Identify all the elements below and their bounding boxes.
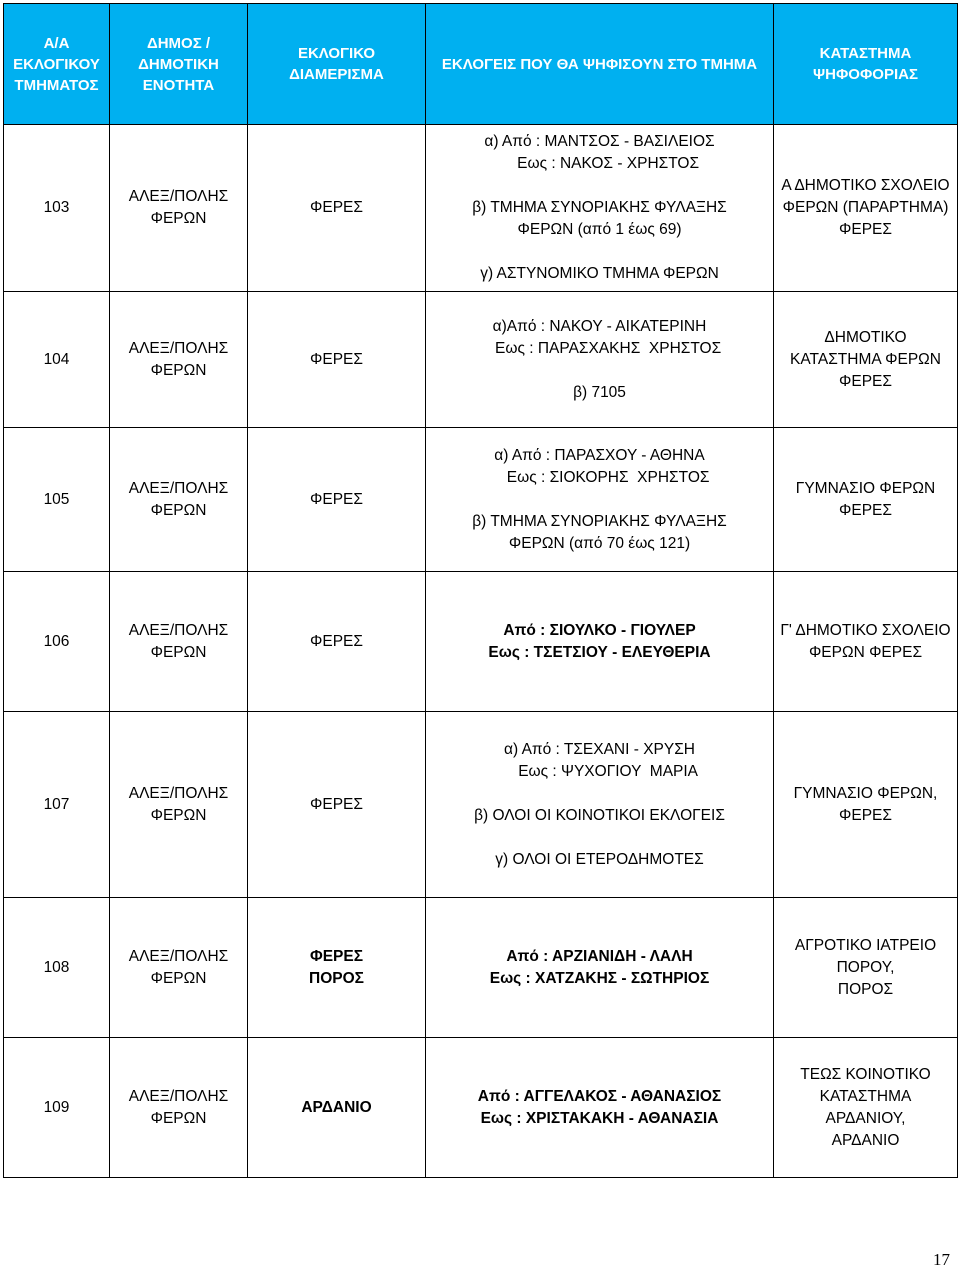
text-line: ΦΕΡΩΝ xyxy=(150,361,207,379)
cell-municipality xyxy=(110,1038,248,1178)
table-row xyxy=(4,125,958,292)
text-line: ΑΡΔΑΝΙΟ xyxy=(301,1098,372,1116)
cell-district xyxy=(248,1038,426,1178)
header-polling-station xyxy=(774,4,958,125)
cell-polling-station xyxy=(774,125,958,292)
cell-voters xyxy=(426,898,774,1038)
text-line: β) ΤΜΗΜΑ ΣΥΝΟΡΙΑΚΗΣ ΦΥΛΑΞΗΣ xyxy=(472,199,727,216)
cell-municipality xyxy=(110,572,248,712)
blank-line xyxy=(426,489,773,511)
text-line: ΦΕΡΩΝ xyxy=(150,643,207,661)
table-row xyxy=(4,712,958,898)
cell-section-number: 105 xyxy=(4,428,110,572)
table-row xyxy=(4,572,958,712)
blank-line xyxy=(426,360,773,382)
text-line: ΕΚΛΟΓΕΙΣ ΠΟΥ ΘΑ ΨΗΦΙΣΟΥΝ ΣΤΟ ΤΜΗΜΑ xyxy=(441,55,758,73)
text-line: α) Από : ΤΣΕΧΑΝΙ - ΧΡΥΣΗ xyxy=(504,740,695,758)
text-line: ΤΜΗΜΑΤΟΣ xyxy=(14,76,99,94)
text-line: ΑΛΕΞ/ΠΟΛΗΣ xyxy=(128,339,229,357)
blank-line xyxy=(426,783,773,805)
text-line: Εως : ΝΑΚΟΣ - ΧΡΗΣΤΟΣ xyxy=(499,155,700,172)
cell-district xyxy=(248,712,426,898)
text-line: Εως : ΣΙΟΚΟΡΗΣ ΧΡΗΣΤΟΣ xyxy=(489,468,710,486)
text-line: ΑΛΕΞ/ΠΟΛΗΣ xyxy=(128,947,229,965)
text-line: Από : ΑΡΖΙΑΝΙΔΗ - ΛΑΛΗ xyxy=(506,947,693,965)
text-line: ΦΕΡΩΝ xyxy=(150,501,207,519)
text-line: α) Από : ΜΑΝΤΣΟΣ - ΒΑΣΙΛΕΙΟΣ xyxy=(484,133,715,150)
header-row xyxy=(4,4,958,125)
page-number: 17 xyxy=(933,1250,950,1269)
text-line: Από : ΑΓΓΕΛΑΚΟΣ - ΑΘΑΝΑΣΙΟΣ xyxy=(477,1087,722,1105)
text-line: ΠΟΡΟΣ xyxy=(309,969,364,987)
header-district xyxy=(248,4,426,125)
cell-polling-station xyxy=(774,572,958,712)
text-line: ΕΝΟΤΗΤΑ xyxy=(142,76,215,94)
text-line: ΚΑΤΑΣΤΗΜΑ ΦΕΡΩΝ xyxy=(790,350,941,368)
text-line: γ) ΟΛΟΙ ΟΙ ΕΤΕΡΟΔΗΜΟΤΕΣ xyxy=(495,850,704,868)
table-row xyxy=(4,292,958,428)
cell-voters xyxy=(426,428,774,572)
cell-section-number: 107 xyxy=(4,712,110,898)
cell-section-number: 103 xyxy=(4,125,110,292)
text-line: ΑΛΕΞ/ΠΟΛΗΣ xyxy=(128,479,229,497)
cell-district xyxy=(248,292,426,428)
text-line: α)Από : ΝΑΚΟΥ - ΑΙΚΑΤΕΡΙΝΗ xyxy=(492,317,707,335)
text-line: ΦΕΡΕΣ xyxy=(309,947,364,965)
cell-voters xyxy=(426,292,774,428)
blank-line xyxy=(426,175,773,197)
text-line: ΑΡΔΑΝΙΟΥ, xyxy=(825,1109,906,1127)
cell-polling-station xyxy=(774,1038,958,1178)
cell-polling-station xyxy=(774,712,958,898)
cell-voters xyxy=(426,1038,774,1178)
cell-section-number: 109 xyxy=(4,1038,110,1178)
text-line: β) ΟΛΟΙ ΟΙ ΚΟΙΝΟΤΙΚΟΙ ΕΚΛΟΓΕΙΣ xyxy=(474,806,725,824)
text-line: ΑΛΕΞ/ΠΟΛΗΣ xyxy=(128,1087,229,1105)
cell-municipality xyxy=(110,125,248,292)
cell-municipality xyxy=(110,428,248,572)
text-line: α) Από : ΠΑΡΑΣΧΟΥ - ΑΘΗΝΑ xyxy=(494,446,705,464)
cell-section-number: 104 xyxy=(4,292,110,428)
cell-voters xyxy=(426,125,774,292)
cell-voters xyxy=(426,572,774,712)
cell-section-number: 106 xyxy=(4,572,110,712)
cell-district xyxy=(248,125,426,292)
text-line: ΕΚΛΟΓΙΚΟΥ xyxy=(13,55,100,73)
cell-voters xyxy=(426,712,774,898)
text-line: Εως : ΤΣΕΤΣΙΟΥ - ΕΛΕΥΘΕΡΙΑ xyxy=(488,643,711,661)
text-line: β) ΤΜΗΜΑ ΣΥΝΟΡΙΑΚΗΣ ΦΥΛΑΞΗΣ xyxy=(472,512,727,530)
cell-district xyxy=(248,428,426,572)
text-line: ΑΛΕΞ/ΠΟΛΗΣ xyxy=(128,784,229,802)
table-row xyxy=(4,1038,958,1178)
text-line: ΦΕΡΕΣ xyxy=(839,372,892,390)
text-line: ΦΕΡΕΣ xyxy=(839,221,892,238)
text-line: ΦΕΡΩΝ xyxy=(150,806,207,824)
text-line: ΦΕΡΩΝ (ΠΑΡΑΡΤΗΜΑ) xyxy=(782,199,949,216)
cell-municipality xyxy=(110,292,248,428)
text-line: Εως : ΧΡΙΣΤΑΚΑΚΗ - ΑΘΑΝΑΣΙΑ xyxy=(480,1109,719,1127)
text-line: ΦΕΡΩΝ (από 70 έως 121) xyxy=(508,534,691,552)
header-voters xyxy=(426,4,774,125)
blank-line xyxy=(426,827,773,849)
text-line: ΦΕΡΩΝ ΦΕΡΕΣ xyxy=(808,643,923,661)
text-line: Εως : ΠΑΡΑΣΧΑΚΗΣ ΧΡΗΣΤΟΣ xyxy=(477,339,722,357)
text-line: ΔΗΜΟΤΙΚΗ xyxy=(138,55,219,73)
text-line: ΦΕΡΕΣ xyxy=(310,350,363,368)
text-line: ΦΕΡΕΣ xyxy=(310,795,363,813)
text-line: β) 7105 xyxy=(573,383,626,401)
text-line: ΦΕΡΕΣ xyxy=(310,632,363,650)
table-row xyxy=(4,428,958,572)
text-line: ΔΙΑΜΕΡΙΣΜΑ xyxy=(289,66,384,83)
header-section-number xyxy=(4,4,110,125)
text-line: ΤΕΩΣ ΚΟΙΝΟΤΙΚΟ xyxy=(800,1065,931,1083)
text-line: ΦΕΡΩΝ xyxy=(150,969,207,987)
text-line: ΦΕΡΩΝ xyxy=(150,210,207,227)
text-line: ΠΟΡΟΥ, xyxy=(836,958,895,976)
cell-polling-station xyxy=(774,292,958,428)
cell-section-number: 108 xyxy=(4,898,110,1038)
text-line: ΦΕΡΩΝ (από 1 έως 69) xyxy=(517,221,682,238)
text-line: Γ' ΔΗΜΟΤΙΚΟ ΣΧΟΛΕΙΟ xyxy=(780,621,951,639)
text-line: ΚΑΤΑΣΤΗΜΑ xyxy=(819,1087,912,1105)
cell-municipality xyxy=(110,712,248,898)
text-line: ΦΕΡΕΣ xyxy=(310,490,363,508)
blank-line xyxy=(426,241,773,263)
cell-polling-station xyxy=(774,898,958,1038)
text-line: ΠΟΡΟΣ xyxy=(837,980,894,998)
text-line: ΦΕΡΕΣ xyxy=(310,199,363,216)
text-line: ΑΡΔΑΝΙΟ xyxy=(831,1131,900,1149)
text-line: ΨΗΦΟΦΟΡΙΑΣ xyxy=(813,66,918,83)
text-line: ΦΕΡΕΣ xyxy=(839,501,892,519)
text-line: γ) ΑΣΤΥΝΟΜΙΚΟ ΤΜΗΜΑ ΦΕΡΩΝ xyxy=(480,265,719,282)
text-line: Από : ΣΙΟΥΛΚΟ - ΓΙΟΥΛΕΡ xyxy=(503,621,696,639)
table-row xyxy=(4,898,958,1038)
header-municipality xyxy=(110,4,248,125)
text-line: Α ΔΗΜΟΤΙΚΟ ΣΧΟΛΕΙΟ xyxy=(781,177,950,194)
text-line: Α/Α xyxy=(43,34,70,52)
cell-polling-station xyxy=(774,428,958,572)
text-line: ΔΗΜΟΤΙΚΟ xyxy=(824,328,907,346)
text-line: ΚΑΤΑΣΤΗΜΑ xyxy=(819,45,912,62)
text-line: ΑΓΡΟΤΙΚΟ ΙΑΤΡΕΙΟ xyxy=(794,936,937,954)
cell-district xyxy=(248,898,426,1038)
text-line: Εως : ΧΑΤΖΑΚΗΣ - ΣΩΤΗΡΙΟΣ xyxy=(489,969,710,987)
text-line: ΓΥΜΝΑΣΙΟ ΦΕΡΩΝ, xyxy=(793,784,938,802)
polling-stations-table xyxy=(3,3,958,1178)
text-line: ΕΚΛΟΓΙΚΟ xyxy=(297,45,376,62)
text-line: ΑΛΕΞ/ΠΟΛΗΣ xyxy=(128,621,229,639)
table-body xyxy=(4,125,958,1178)
text-line: ΦΕΡΩΝ xyxy=(150,1109,207,1127)
text-line: ΦΕΡΕΣ xyxy=(839,806,892,824)
text-line: Εως : ΨΥΧΟΓΙΟΥ ΜΑΡΙΑ xyxy=(500,762,699,780)
cell-district xyxy=(248,572,426,712)
text-line: ΔΗΜΟΣ / xyxy=(146,34,211,52)
cell-municipality xyxy=(110,898,248,1038)
text-line: ΓΥΜΝΑΣΙΟ ΦΕΡΩΝ xyxy=(795,479,936,497)
text-line: ΑΛΕΞ/ΠΟΛΗΣ xyxy=(128,188,229,205)
